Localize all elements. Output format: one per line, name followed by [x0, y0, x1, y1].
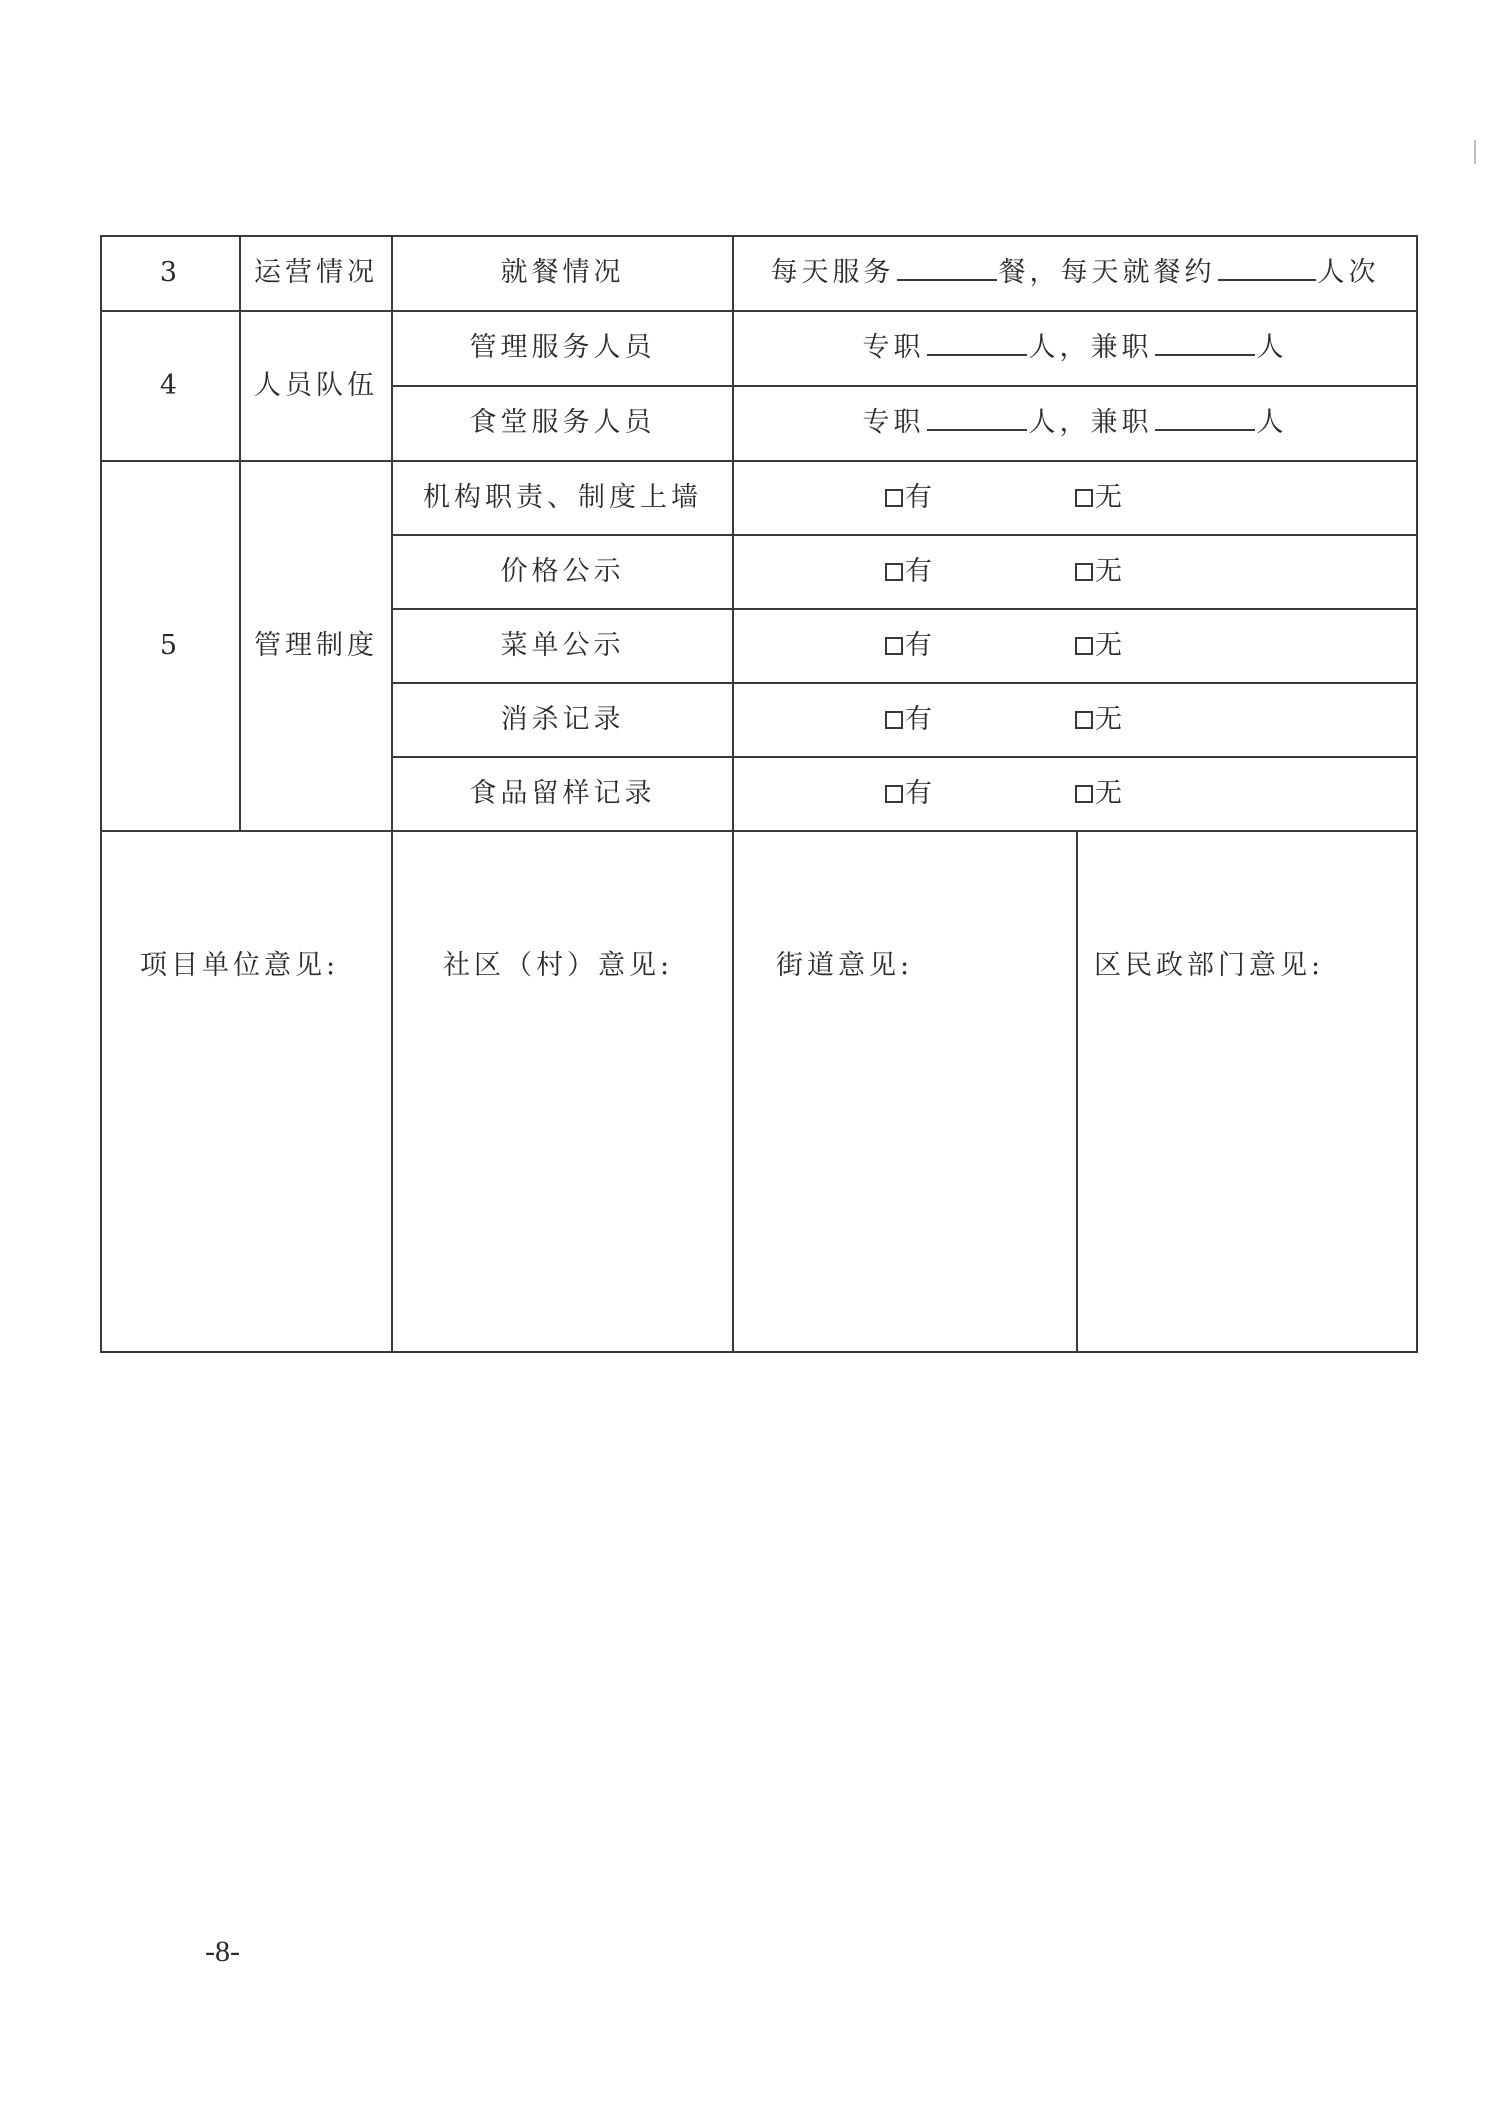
part-time-label: 人，兼职 — [1028, 332, 1153, 364]
option-yes[interactable] — [885, 630, 1075, 662]
row-category: 管理制度 — [240, 461, 392, 831]
option-yes[interactable] — [885, 556, 1075, 588]
row-description — [733, 386, 1417, 461]
desc-prefix: 每天服务 — [770, 257, 895, 289]
row-number: 4 — [101, 311, 240, 461]
opinion-label: 社区（村）意见: — [443, 950, 674, 981]
option-label: 无 — [1095, 481, 1124, 513]
checkbox-icon[interactable] — [1075, 563, 1093, 581]
row-description — [733, 311, 1417, 386]
row-description — [733, 236, 1417, 311]
table-row-5a — [101, 461, 1417, 535]
scan-mark — [1474, 140, 1476, 164]
row-category: 人员队伍 — [240, 311, 392, 461]
checkbox-icon[interactable] — [1075, 785, 1093, 803]
option-no[interactable] — [1075, 778, 1265, 810]
checkbox-group — [733, 461, 1417, 535]
opinion-community[interactable] — [392, 831, 733, 1352]
opinion-label: 街道意见: — [776, 950, 914, 981]
checkbox-icon[interactable] — [885, 711, 903, 729]
checkbox-group — [733, 683, 1417, 757]
desc-suffix: 人次 — [1317, 257, 1380, 289]
option-yes[interactable] — [885, 778, 1075, 810]
fill-blank-diners[interactable] — [1218, 257, 1316, 281]
fill-blank-part-time[interactable] — [1155, 332, 1255, 356]
fill-blank-full-time[interactable] — [927, 407, 1027, 431]
row-item: 价格公示 — [392, 535, 733, 609]
checkbox-group — [733, 609, 1417, 683]
option-no[interactable] — [1075, 630, 1265, 662]
checkbox-icon[interactable] — [1075, 637, 1093, 655]
row-item: 就餐情况 — [392, 236, 733, 311]
checkbox-icon[interactable] — [885, 563, 903, 581]
row-category: 运营情况 — [240, 236, 392, 311]
option-no[interactable] — [1075, 482, 1265, 514]
option-label: 有 — [905, 481, 934, 513]
opinion-label: 项目单位意见: — [140, 950, 340, 981]
checkbox-icon[interactable] — [1075, 711, 1093, 729]
part-time-label: 人，兼职 — [1028, 407, 1153, 439]
row-number: 5 — [101, 461, 240, 831]
opinion-civil-affairs[interactable] — [1077, 831, 1417, 1352]
checkbox-icon[interactable] — [1075, 489, 1093, 507]
opinion-project-unit[interactable] — [101, 831, 392, 1352]
fill-blank-full-time[interactable] — [927, 332, 1027, 356]
checkbox-group — [733, 757, 1417, 831]
option-yes[interactable] — [885, 482, 1075, 514]
option-label: 无 — [1095, 777, 1124, 809]
table-row-3 — [101, 236, 1417, 311]
row-item: 食堂服务人员 — [392, 386, 733, 461]
option-label: 有 — [905, 629, 934, 661]
page-number: -8- — [205, 1935, 240, 1968]
option-label: 有 — [905, 777, 934, 809]
unit-label: 人 — [1256, 332, 1288, 364]
table-row-4a — [101, 311, 1417, 386]
checkbox-icon[interactable] — [885, 637, 903, 655]
row-item: 食品留样记录 — [392, 757, 733, 831]
row-number: 3 — [101, 236, 240, 311]
opinion-row — [101, 831, 1417, 1352]
checkbox-icon[interactable] — [885, 785, 903, 803]
fill-blank-meals[interactable] — [897, 257, 997, 281]
fill-blank-part-time[interactable] — [1155, 407, 1255, 431]
full-time-label: 专职 — [862, 332, 925, 364]
row-item: 机构职责、制度上墙 — [392, 461, 733, 535]
form-table — [100, 235, 1418, 1353]
option-label: 有 — [905, 703, 934, 735]
row-item: 菜单公示 — [392, 609, 733, 683]
option-label: 无 — [1095, 555, 1124, 587]
option-yes[interactable] — [885, 704, 1075, 736]
full-time-label: 专职 — [862, 407, 925, 439]
unit-label: 人 — [1256, 407, 1288, 439]
option-label: 无 — [1095, 629, 1124, 661]
desc-mid: 餐，每天就餐约 — [998, 257, 1216, 289]
option-label: 有 — [905, 555, 934, 587]
checkbox-icon[interactable] — [885, 489, 903, 507]
row-item: 管理服务人员 — [392, 311, 733, 386]
checkbox-group — [733, 535, 1417, 609]
option-no[interactable] — [1075, 704, 1265, 736]
row-item: 消杀记录 — [392, 683, 733, 757]
option-no[interactable] — [1075, 556, 1265, 588]
option-label: 无 — [1095, 703, 1124, 735]
opinion-label: 区民政部门意见: — [1094, 950, 1325, 981]
opinion-subdistrict[interactable] — [733, 831, 1077, 1352]
